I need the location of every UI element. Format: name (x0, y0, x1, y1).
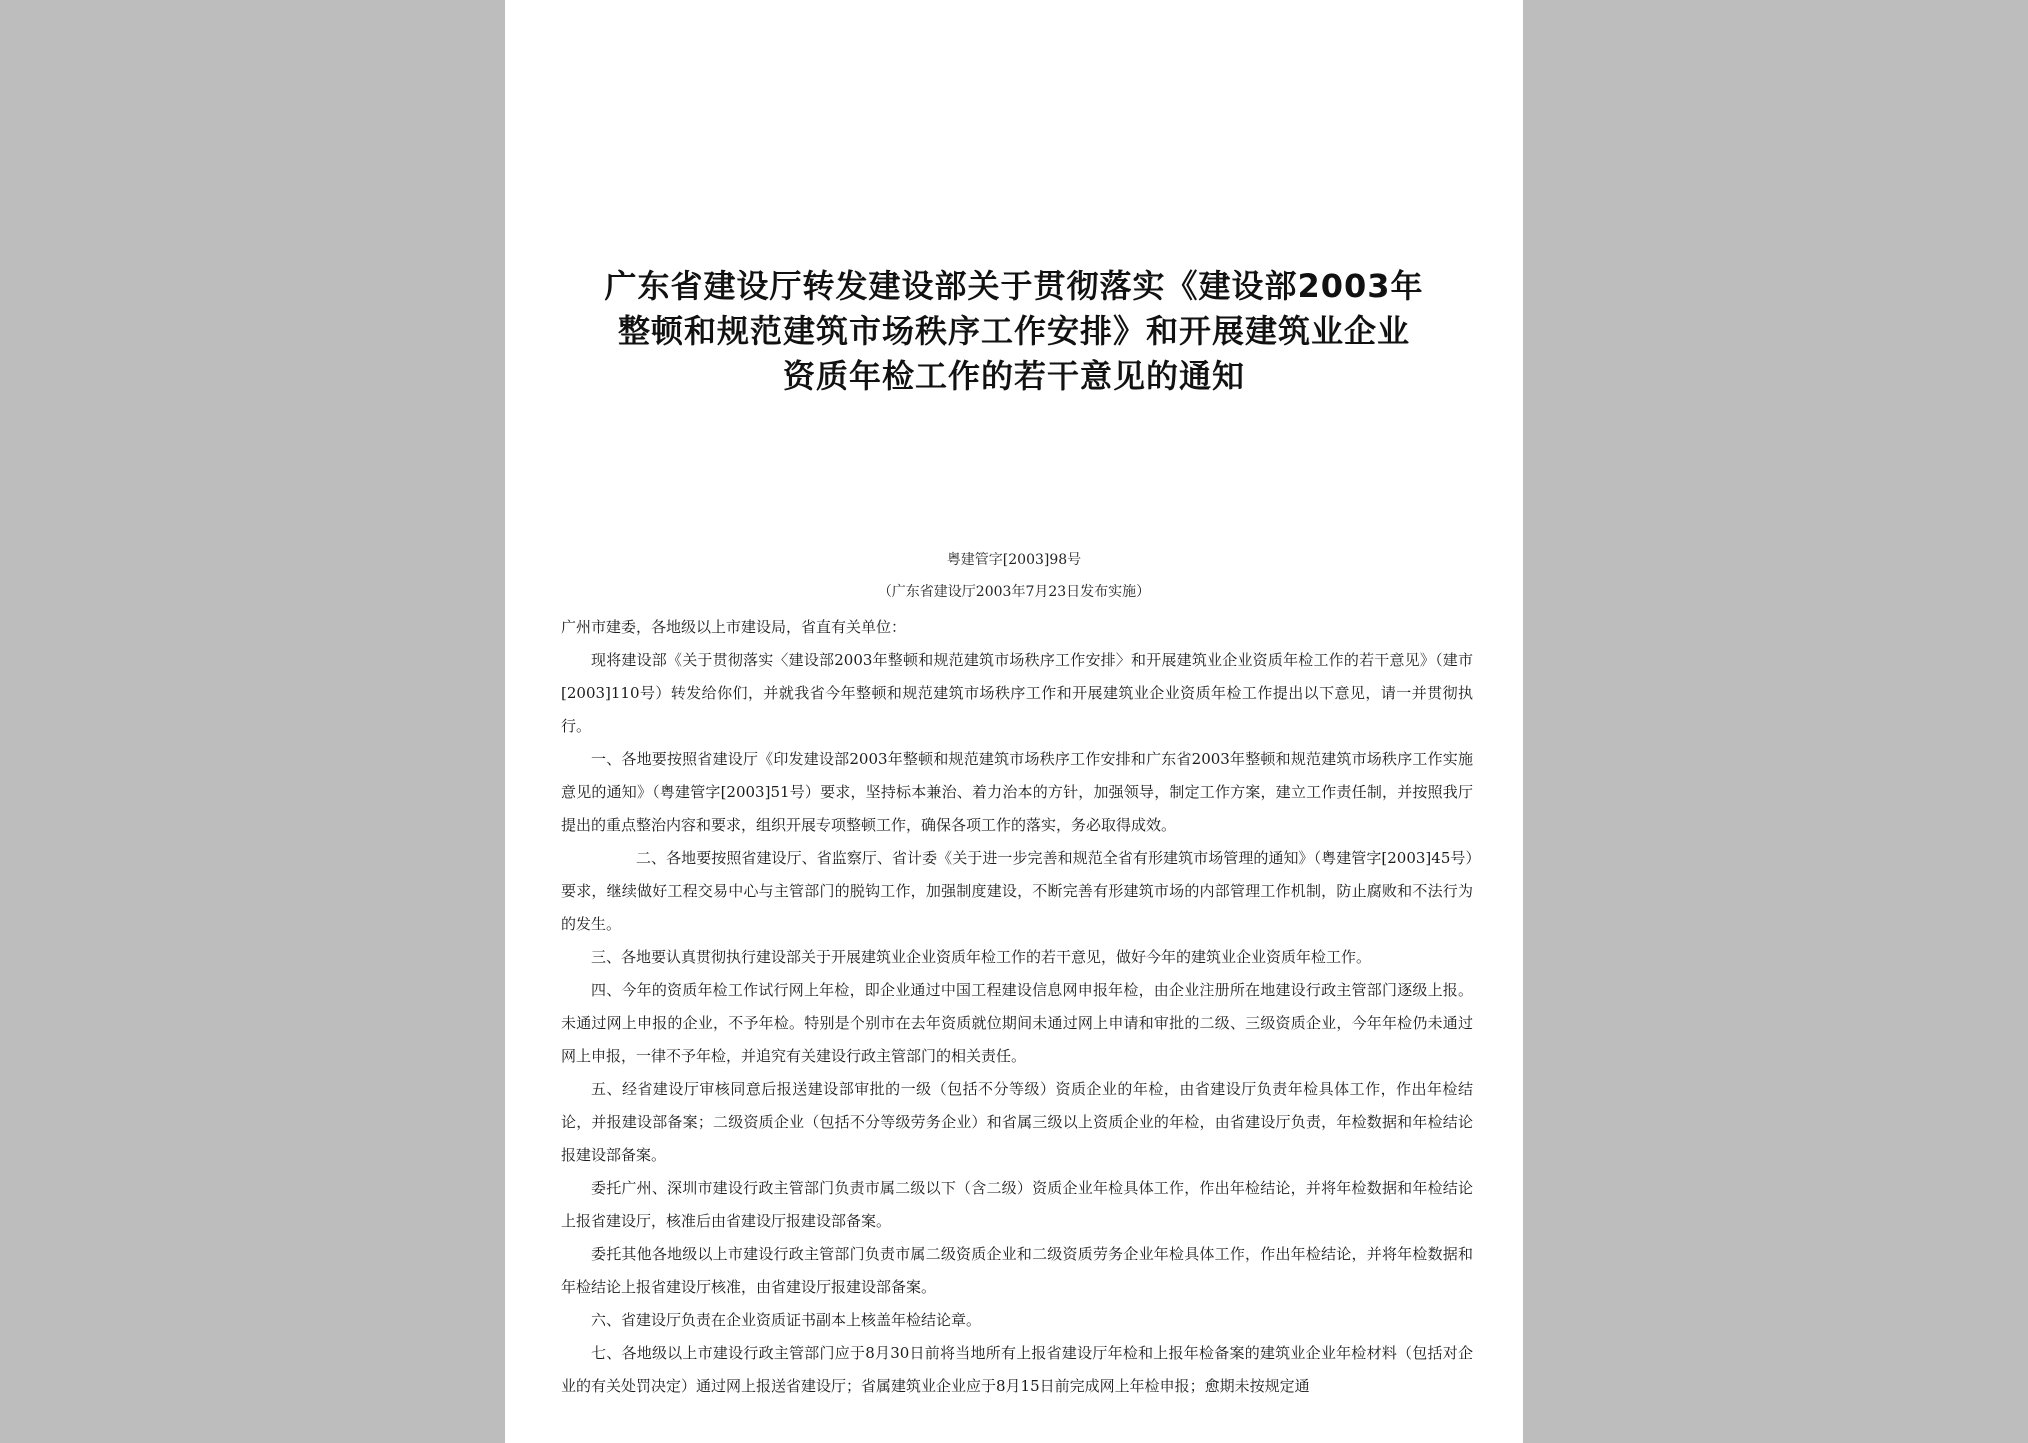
title-line-3: 资质年检工作的若干意见的通知 (782, 357, 1245, 395)
issue-date-note: （广东省建设厅2003年7月23日发布实施） (877, 584, 1151, 600)
document-body (561, 611, 1473, 1403)
addressee-line: 广州市建委，各地级以上市建设局，省直有关单位： (561, 618, 907, 636)
paragraph-5: 五、经省建设厅审核同意后报送建设部审批的一级（包括不分等级）资质企业的年检，由省建设厅负责年检具体工作，作出年检结论，并报建设部备案；二级资质企业（包括不分等级劳务企业）和省属三级以上资质企业的年检，由省建设厅负责，年检数据和年检结论报建设部备案。 (561, 1080, 1473, 1164)
paragraph-5-other-cities: 委托其他各地级以上市建设行政主管部门负责市属二级资质企业和二级资质劳务企业年检具体工作，作出年检结论，并将年检数据和年检结论上报省建设厅核准，由省建设厅报建设部备案。 (561, 1245, 1473, 1296)
paragraph-6: 六、省建设厅负责在企业资质证书副本上核盖年检结论章。 (591, 1311, 982, 1329)
document-page (505, 0, 1523, 1443)
paragraph-3: 三、各地要认真贯彻执行建设部关于开展建筑业企业资质年检工作的若干意见，做好今年的建筑业企业资质年检工作。 (591, 948, 1372, 966)
document-title (535, 264, 1493, 399)
title-line-1: 广东省建设厅转发建设部关于贯彻落实《建设部2003年 (604, 267, 1424, 305)
paragraph-5-guangzhou-shenzhen: 委托广州、深圳市建设行政主管部门负责市属二级以下（含二级）资质企业年检具体工作，作出年检结论，并将年检数据和年检结论上报省建设厅，核准后由省建设厅报建设部备案。 (561, 1179, 1473, 1230)
title-line-2: 整顿和规范建筑市场秩序工作安排》和开展建筑业企业 (617, 312, 1410, 350)
paragraph-1: 一、各地要按照省建设厅《印发建设部2003年整顿和规范建筑市场秩序工作安排和广东省2003年整顿和规范建筑市场秩序工作实施意见的通知》（粤建管字[2003]51号）要求，坚持标本兼治、着力治本的方针，加强领导，制定工作方案，建立工作责任制，并按照我厅提出的重点整治内容和要求，组织开展专项整顿工作，确保各项工作的落实，务必取得成效。 (561, 750, 1473, 834)
paragraph-7: 七、各地级以上市建设行政主管部门应于8月30日前将当地所有上报省建设厅年检和上报年检备案的建筑业企业年检材料（包括对企业的有关处罚决定）通过网上报送省建设厅；省属建筑业企业应于8月15日前完成网上年检申报；愈期未按规定通 (561, 1344, 1473, 1395)
document-number: 粤建管字[2003]98号 (946, 552, 1082, 568)
paragraph-intro: 现将建设部《关于贯彻落实〈建设部2003年整顿和规范建筑市场秩序工作安排〉和开展建筑业企业资质年检工作的若干意见》（建市[2003]110号）转发给你们，并就我省今年整顿和规范建筑市场秩序工作和开展建筑业企业资质年检工作提出以下意见，请一并贯彻执行。 (561, 651, 1473, 735)
paragraph-4: 四、今年的资质年检工作试行网上年检，即企业通过中国工程建设信息网申报年检，由企业注册所在地建设行政主管部门逐级上报。未通过网上申报的企业，不予年检。特别是个别市在去年资质就位期间未通过网上申请和审批的二级、三级资质企业，今年年检仍未通过网上申报，一律不予年检，并追究有关建设行政主管部门的相关责任。 (561, 981, 1473, 1065)
paragraph-2: 二、各地要按照省建设厅、省监察厅、省计委《关于进一步完善和规范全省有形建筑市场管理的通知》（粤建管字[2003]45号）要求，继续做好工程交易中心与主管部门的脱钩工作，加强制度建设，不断完善有形建筑市场的内部管理工作机制，防止腐败和不法行为的发生。 (561, 849, 1473, 933)
